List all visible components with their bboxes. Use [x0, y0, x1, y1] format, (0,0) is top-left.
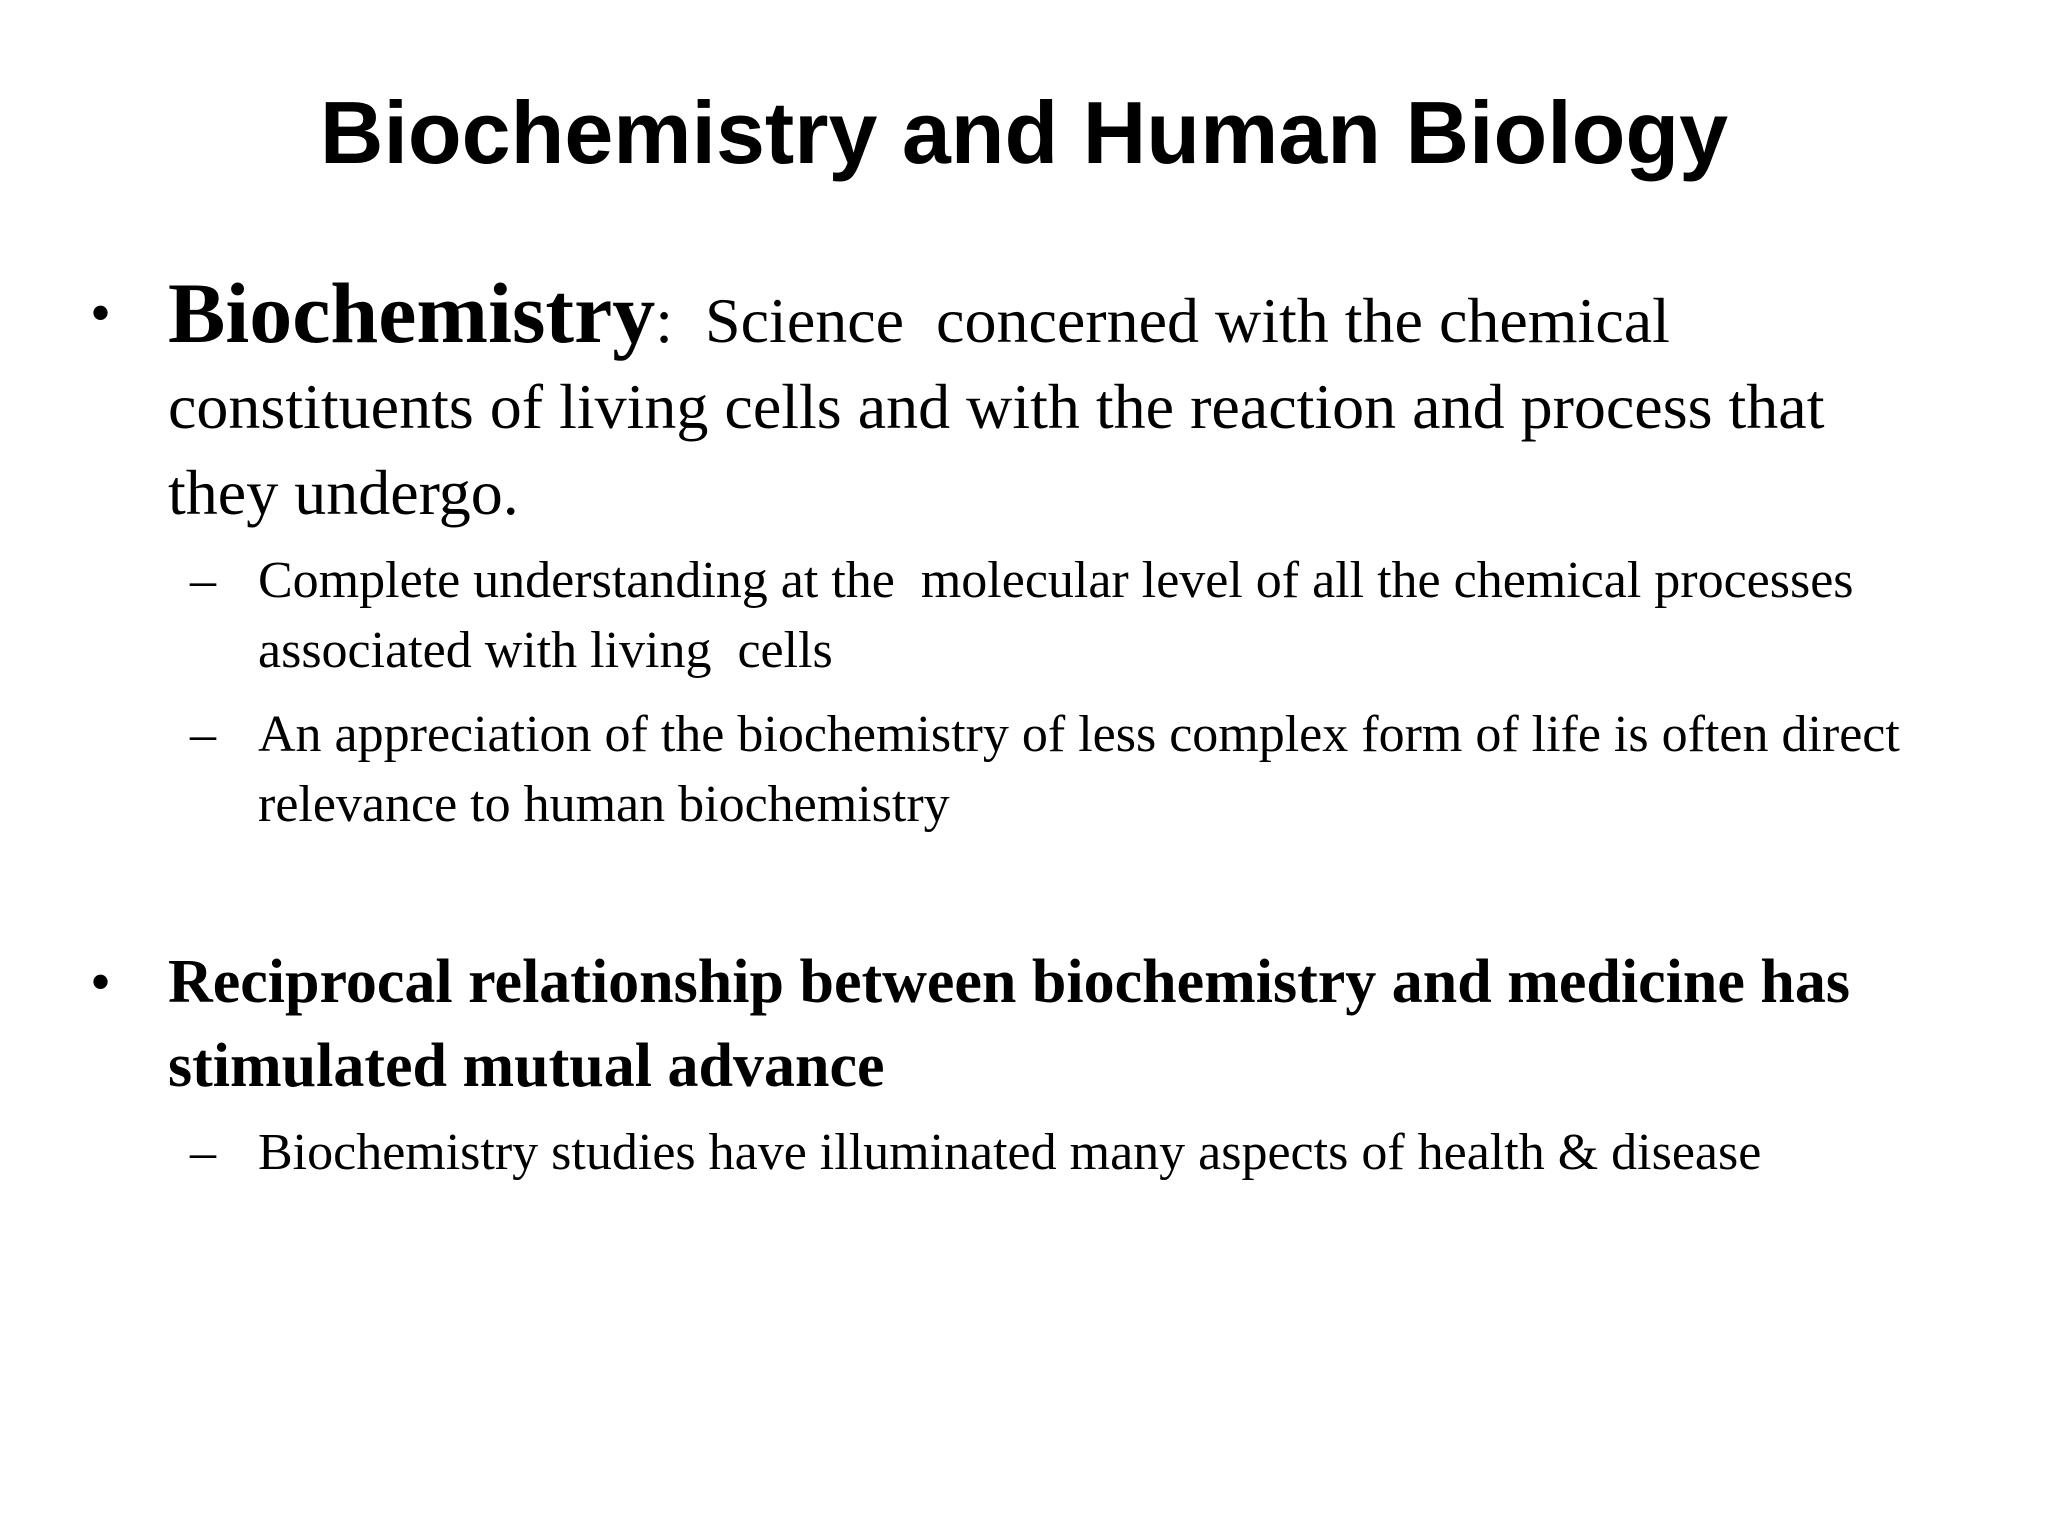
term-colon: : — [655, 285, 674, 356]
subpoint-text: Biochemistry studies have illuminated many aspects of health & disease — [258, 1124, 1762, 1181]
definition-text: Science concerned with the chemical constituents of living cells and with the reaction and process that they undergo. — [168, 285, 1841, 528]
subpoint-text: Complete understanding at the molecular level of all the chemical processes associated with living cells — [258, 552, 1867, 679]
bullet-marker: • — [90, 280, 112, 346]
dash-marker: – — [190, 552, 216, 609]
bullet-marker: • — [90, 949, 112, 1015]
term-biochemistry: Biochemistry — [168, 265, 656, 361]
subpoint-text: An appreciation of the biochemistry of less complex form of life is often direct relevance to human biochemistry — [258, 706, 1900, 833]
bullet-text: Reciprocal relationship between biochemistry and medicine has stimulated mutual advance — [168, 948, 1850, 1100]
dash-marker: – — [190, 706, 216, 763]
bullet-text — [168, 265, 1948, 536]
slide-title: Biochemistry and Human Biology — [319, 83, 1729, 182]
dash-marker: – — [190, 1124, 216, 1181]
